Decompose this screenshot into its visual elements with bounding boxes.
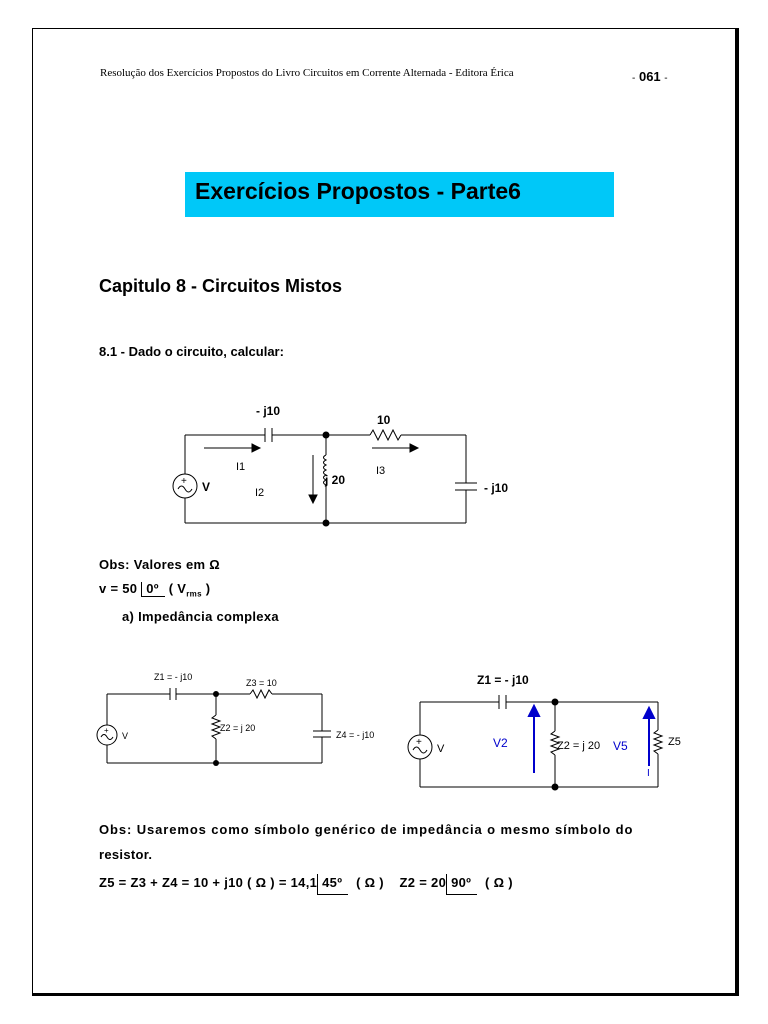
svg-text:+: + <box>416 737 422 748</box>
obs-symbol-line2: resistor. <box>99 847 153 862</box>
label-inductor: j 20 <box>325 473 346 487</box>
label-source: V <box>202 480 211 494</box>
obs-symbol-line1: Obs: Usaremos como símbolo genérico de impedância o mesmo símbolo do <box>99 822 634 837</box>
source-plus-sign: + <box>181 476 187 487</box>
chapter-heading: Capitulo 8 - Circuitos Mistos <box>99 276 343 296</box>
label-z2: Z2 = j 20 <box>557 740 601 752</box>
label-i3: I3 <box>376 465 386 477</box>
label-source: V <box>437 743 445 755</box>
page-number: - 061 - <box>632 69 668 84</box>
impedance-equation: Z5 = Z3 + Z4 = 10 + j10 ( Ω ) = 14,1 45º ( Ω ) Z2 = 20 90º ( Ω ) <box>99 874 513 895</box>
label-mark: I <box>647 768 650 779</box>
label-i2: I2 <box>255 487 265 499</box>
label-z1: Z1 = - j10 <box>477 673 529 687</box>
angle-symbol-z5: 45º <box>317 874 348 895</box>
label-cap-right: - j10 <box>484 481 509 495</box>
voltage-arrow-v5 <box>644 708 654 766</box>
obs-units: Obs: Valores em Ω <box>99 557 221 572</box>
source-voltage: v = 50 0º ( $V_{rms}$ ) <box>99 581 211 599</box>
label-cap-top: - j10 <box>256 404 281 418</box>
label-z2: Z2 = j 20 <box>220 723 256 733</box>
label-v2: V2 <box>493 736 508 750</box>
label-z4: Z4 = - j10 <box>336 730 375 740</box>
angle-symbol-z2: 90º <box>446 874 477 895</box>
label-i1: I1 <box>236 461 246 473</box>
page-title: Exercícios Propostos - Parte6 <box>195 178 521 204</box>
label-res-top: 10 <box>377 413 391 427</box>
exercise-heading: 8.1 - Dado o circuito, calcular: <box>99 344 284 359</box>
label-z3: Z3 = 10 <box>246 678 277 688</box>
running-header: Resolução dos Exercícios Propostos do Livro Circuitos em Corrente Alternada - Editora Érica <box>100 67 514 79</box>
svg-text:+: + <box>104 726 109 735</box>
label-z1: Z1 = - j10 <box>154 672 193 682</box>
label-z5: Z5 <box>668 736 681 748</box>
voltage-arrow-v2 <box>529 706 539 773</box>
item-a: a) Impedância complexa <box>122 609 279 624</box>
angle-symbol: 0º <box>141 582 165 597</box>
label-source: V <box>122 731 129 741</box>
label-v5: V5 <box>613 739 628 753</box>
